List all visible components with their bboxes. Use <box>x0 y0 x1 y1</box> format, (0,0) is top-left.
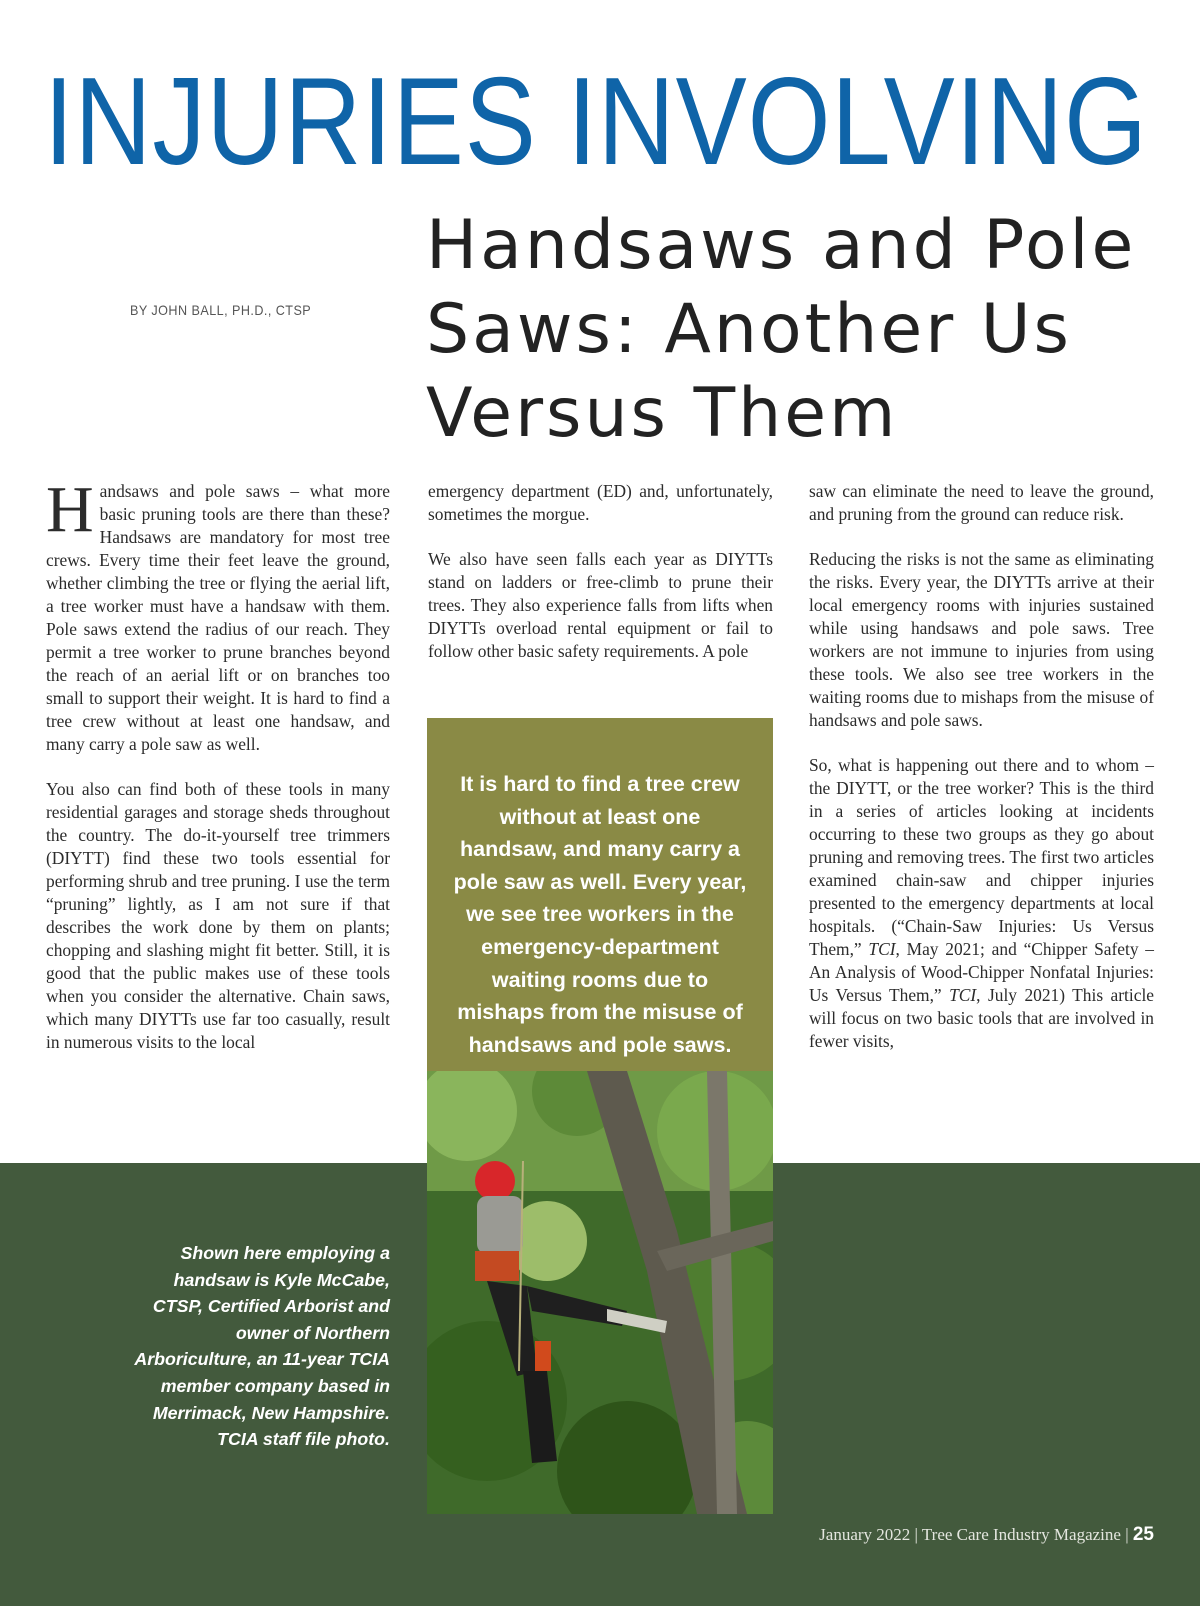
arborist-photo <box>427 1071 773 1514</box>
photo-caption: Shown here employing a handsaw is Kyle McCabe, CTSP, Certified Arborist and owner of Northern Arboriculture, an 11-year TCIA member company based in Merrimack, New Hampshire. TCIA staff file photo. <box>134 1243 390 1450</box>
body-column-3 <box>809 480 1154 1075</box>
pull-quote: It is hard to find a tree crew without at least one handsaw, and many carry a pole saw as well. Every year, we see tree workers in the emergency-department waiting rooms due to mishaps from the misuse of handsaws and pole saws. <box>427 718 773 1071</box>
footer-issue: January 2022 | Tree Care Industry Magazine | <box>819 1525 1133 1544</box>
subtitle-line: Saws: Another Us <box>426 290 1072 369</box>
body-paragraph: Handsaws and pole saws – what more basic pruning tools are there than these? Handsaws are mandatory for most tree crews. Every time their feet leave the ground, whether climbing the tree or flying the aerial lift, a tree worker must have a handsaw with them. Pole saws extend the radius of our reach. They permit a tree worker to prune branches beyond the reach of an aerial lift or on branches too small to support their weight. It is hard to find a tree crew without at least one handsaw, and many carry a pole saw as well. <box>46 473 390 754</box>
subtitle-line: Versus Them <box>426 374 899 453</box>
byline: BY JOHN BALL, PH.D., CTSP <box>130 302 312 318</box>
body-paragraph: So, what is happening out there and to whom – the DIYTT, or the tree worker? This is the third in a series of articles looking at incidents occurring to these two groups as they go about pruning and removing trees. The first two articles examined chain-saw and chipper injuries presented to the emergency departments at local hospitals. (“Chain-Saw Injuries: Us Versus Them,” TCI, May 2021; and “Chipper Safety – An Analysis of Wood-Chipper Nonfatal Injuries: Us Versus Them,” TCI, July 2021) This article will focus on two basic tools that are involved in fewer visits, <box>809 755 1154 1051</box>
body-paragraph: emergency department (ED) and, unfortunately, sometimes the morgue. <box>428 481 773 524</box>
article-subtitle <box>426 204 1186 456</box>
drop-cap: H <box>46 473 94 546</box>
page-footer <box>819 1524 1154 1546</box>
page-number: 25 <box>1132 1524 1154 1545</box>
body-paragraph: We also have seen falls each year as DIYTTs stand on ladders or free-climb to prune their trees. They also experience falls from lifts when DIYTTs overload rental equipment or fail to follow other basic safety requirements. A pole <box>428 549 773 661</box>
subtitle-line: Handsaws and Pole <box>426 206 1137 285</box>
article-title: INJURIES INVOLVING <box>44 53 1148 191</box>
body-paragraph: Reducing the risks is not the same as eliminating the risks. Every year, the DIYTTs arrive at their local emergency rooms with injuries sustained while using handsaws and pole saws. Tree workers are not immune to injuries from using these tools. We also see tree workers in the waiting rooms due to mishaps from the misuse of handsaws and pole saws. <box>809 549 1154 730</box>
body-paragraph: saw can eliminate the need to leave the ground, and pruning from the ground can reduce risk. <box>809 481 1154 524</box>
body-column-1 <box>46 473 390 1076</box>
body-column-2 <box>428 480 773 685</box>
body-paragraph: You also can find both of these tools in many residential garages and storage sheds throughout the country. The do-it-yourself tree trimmers (DIYTT) find these two tools essential for performing shrub and tree pruning. I use the term “pruning” lightly, as I am not sure if that describes the work done by them on plants; chopping and slashing might fit better. Still, it is good that the public makes use of these tools when you consider the alternative. Chain saws, which many DIYTTs use far too casually, result in numerous visits to the local <box>46 779 390 1052</box>
